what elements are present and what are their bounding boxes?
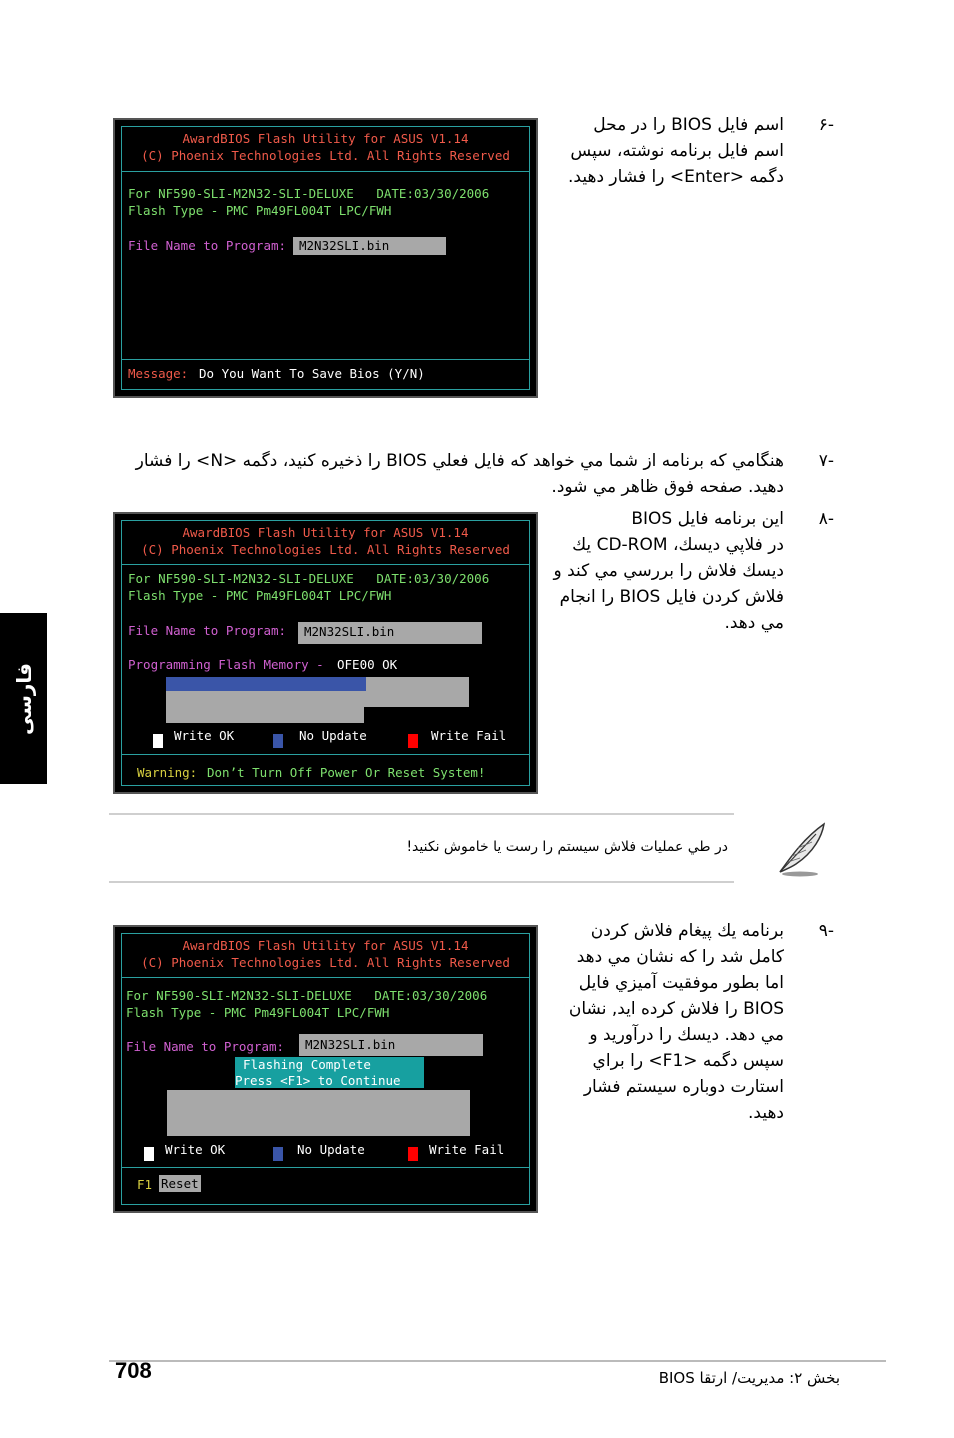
step-6-number: -۶ [818,115,834,135]
board-date-line: For NF590-SLI-M2N32-SLI-DELUXE DATE:03/30/2006 [128,186,490,201]
text-line: اسم فايل BIOS را در محل [593,115,784,135]
f1-key: F1 [137,1177,153,1192]
feather-pen-icon [770,818,832,878]
note-top-rule [109,813,734,815]
message-label: Message: [128,366,189,381]
divider [122,564,529,565]
divider [122,1167,529,1168]
note-bottom-rule [109,881,734,883]
text-line: اما بطور موفقيت آميزي فايل [578,973,784,993]
step-7-number: -۷ [818,451,834,471]
flash-type-line: Flash Type - PMC Pm49FL004T LPC/FWH [128,203,392,218]
board-date-line: For NF590-SLI-M2N32-SLI-DELUXE DATE:03/30/2006 [126,988,488,1003]
message-text: Do You Want To Save Bios (Y/N) [199,366,425,381]
bios-screen-programming [113,512,538,794]
language-side-tab [0,613,47,784]
write-ok-swatch [153,734,163,748]
write-fail-swatch [408,734,418,748]
board-date-line: For NF590-SLI-M2N32-SLI-DELUXE DATE:03/30/2006 [128,571,490,586]
step-6-text [550,112,784,190]
step-8-text [540,506,784,636]
bios-title: AwardBIOS Flash Utility for ASUS V1.14 [182,938,469,953]
step-7-text [120,448,784,500]
programming-status: OFE00 OK [337,657,398,672]
flash-progress-row [166,707,364,723]
legend-no-update: No Update [299,728,367,743]
bios-frame [121,933,530,1205]
text-line: هنگامي كه برنامه از شما مي خواهد كه فايل فعلي BIOS را ذخيره كنيد، دگمه <N> را فشار [135,451,784,471]
text-line: اسم فايل برنامه نوشته، سپس [570,141,784,161]
divider [122,977,529,978]
text-line: استارت دوباره سيستم فشار [583,1077,784,1097]
flash-progress-grid [167,1090,470,1136]
side-tab-label: فارسی [11,662,36,735]
reset-button[interactable]: Reset [161,1176,199,1191]
flash-progress-written [166,677,366,691]
text-line: دهيد. [748,1103,784,1123]
legend-write-fail: Write Fail [431,728,507,743]
file-name-input[interactable]: M2N32SLI.bin [298,622,482,644]
legend-no-update: No Update [297,1142,365,1157]
page-number: 708 [115,1358,152,1383]
footer-section-title: بخش ۲: مديريت/ ارتقا BIOS [658,1369,840,1387]
note-text: در طي عمليات فلاش سيستم را رست يا خاموش نكنيد! [406,839,728,855]
text-line: مي دهد. ديسك را درآوريد و [589,1025,784,1045]
file-name-label: File Name to Program: [128,238,287,253]
file-name-input[interactable]: M2N32SLI.bin [299,1034,483,1056]
no-update-swatch [273,1147,283,1161]
bios-screen-flashing-complete [113,925,538,1213]
flash-type-line: Flash Type - PMC Pm49FL004T LPC/FWH [126,1005,390,1020]
text-line: فلاش كردن فايل BIOS را انجام [559,587,784,607]
legend-write-ok: Write OK [165,1142,226,1157]
step-8-number: -۸ [818,509,834,529]
bios-title: AwardBIOS Flash Utility for ASUS V1.14 [182,525,469,540]
flash-type-line: Flash Type - PMC Pm49FL004T LPC/FWH [128,588,392,603]
bios-screen-save-prompt [113,118,538,398]
legend-write-fail: Write Fail [429,1142,505,1157]
warning-text: Don’t Turn Off Power Or Reset System! [207,765,486,780]
text-line: كامل شد را كه نشان مي دهد [576,947,784,967]
bios-copyright: (C) Phoenix Technologies Ltd. All Rights Reserved [141,955,510,970]
popup-line-2: Press <F1> to Continue [235,1073,401,1088]
divider [122,171,529,172]
step-9-text [540,918,784,1126]
text-line: BIOS را فلاش كرده ايد, نشان [568,999,784,1019]
file-name-label: File Name to Program: [126,1039,285,1054]
step-9-number: -۹ [818,921,834,941]
bios-title: AwardBIOS Flash Utility for ASUS V1.14 [182,131,469,146]
text-line: ديسك فلاش را بررسي مي كند و [553,561,784,581]
bios-frame [121,126,530,390]
text-line: برنامه يك پيغام فلاش كردن [590,921,784,941]
text-line: در فلاپي ديسك، CD-ROM يك [572,535,784,555]
text-line: مي دهد. [724,613,784,633]
bios-frame [121,520,530,786]
bios-copyright: (C) Phoenix Technologies Ltd. All Rights Reserved [141,148,510,163]
divider [122,754,529,755]
popup-line-1: Flashing Complete [243,1057,371,1072]
footer-rule [109,1360,886,1362]
text-line: دهيد. صفحه فوق ظاهر مي شود. [551,477,784,497]
write-fail-swatch [408,1147,418,1161]
text-line: دگمه <Enter> را فشار دهيد. [568,167,784,187]
bios-copyright: (C) Phoenix Technologies Ltd. All Rights Reserved [141,542,510,557]
file-name-input[interactable]: M2N32SLI.bin [293,237,446,255]
text-line: سپس دگمه <F1> را براي [592,1051,784,1071]
no-update-swatch [273,734,283,748]
warning-label: Warning: [137,765,198,780]
file-name-label: File Name to Program: [128,623,287,638]
write-ok-swatch [144,1147,154,1161]
divider [122,359,529,360]
text-line: اين برنامه فايل BIOS [631,509,784,529]
programming-label: Programming Flash Memory - [128,657,324,672]
legend-write-ok: Write OK [174,728,235,743]
flashing-complete-popup [235,1057,424,1088]
